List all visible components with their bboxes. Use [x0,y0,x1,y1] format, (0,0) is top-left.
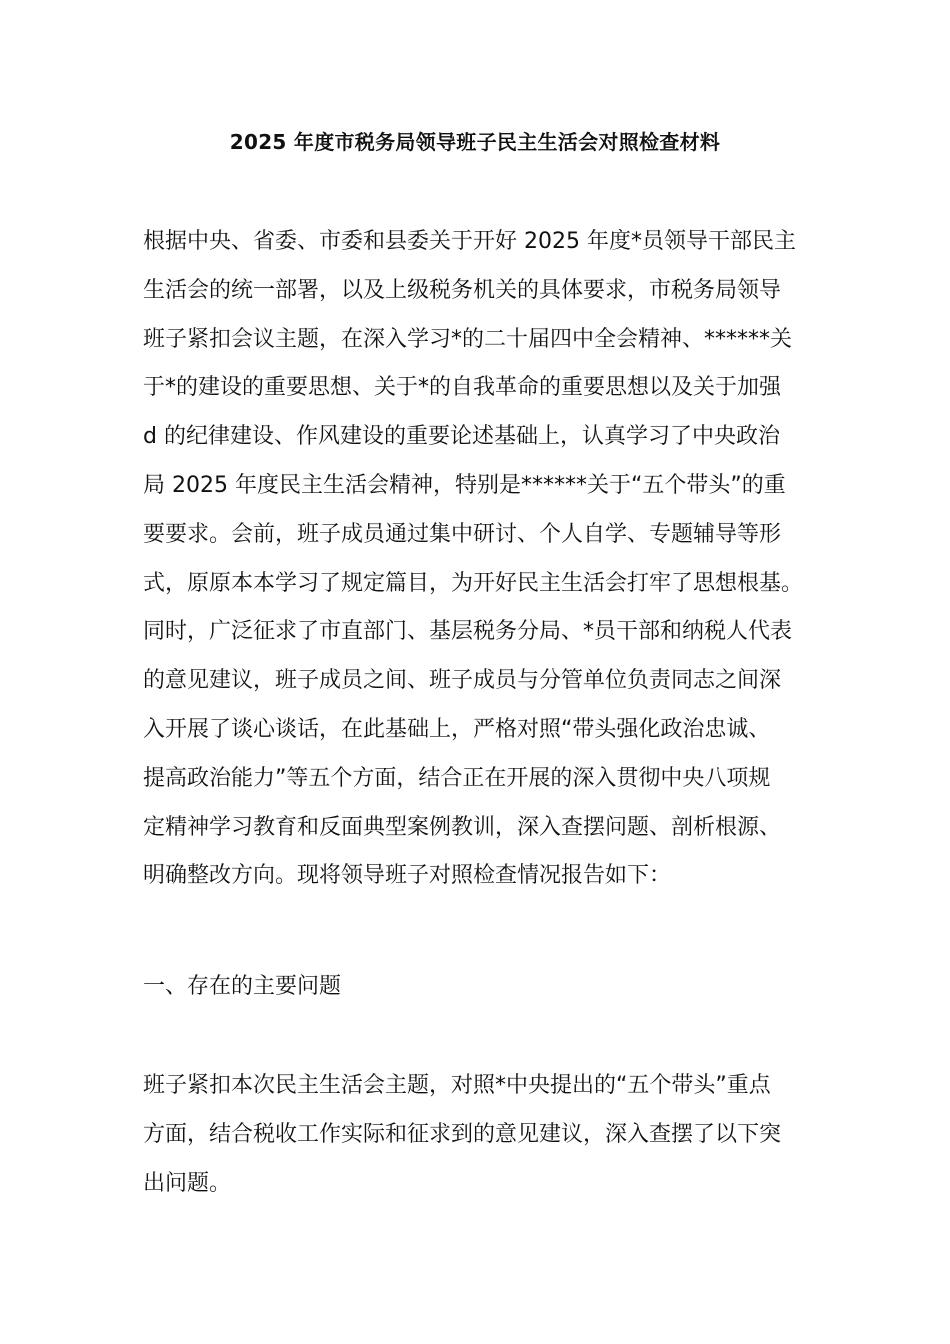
document-title: 2025 年度市税务局领导班子民主生活会对照检查材料 [229,130,721,154]
section-heading [143,963,815,1012]
section-heading-text: 一、存在的主要问题 [143,974,342,999]
intro-line: 入开展了谈心谈话，在此基础上，严格对照“带头强化政治忠诚、 [143,716,771,742]
intro-line: 根据中央、省委、市委和县委关于开好 2025 年度*员领导干部民主 [143,229,796,254]
section-line: 出问题。 [143,1170,232,1196]
intro-line: 的意见建议，班子成员之间、班子成员与分管单位负责同志之间深 [143,668,782,694]
intro-line: 同时，广泛征求了市直部门、基层税务分局、*员干部和纳税人代表 [143,619,793,645]
section-line: 方面，结合税收工作实际和征求到的意见建议，深入查摆了以下突 [143,1121,782,1147]
intro-paragraph [143,218,815,901]
intro-line: 式，原原本本学习了规定篇目，为开好民主生活会打牢了思想根基。 [143,570,804,596]
intro-line: 提高政治能力”等五个方面，结合正在开展的深入贯彻中央八项规 [143,765,771,791]
intro-line: 要要求。会前，班子成员通过集中研讨、个人自学、专题辅导等形 [143,521,782,547]
section-paragraph [143,1062,815,1208]
intro-line: 于*的建设的重要思想、关于*的自我革命的重要思想以及关于加强 [143,375,782,401]
intro-line: d 的纪律建设、作风建设的重要论述基础上，认真学习了中央政治 [143,424,780,450]
section-line: 班子紧扣本次民主生活会主题，对照*中央提出的“五个带头”重点 [143,1073,771,1098]
intro-line: 生活会的统一部署，以及上级税务机关的具体要求，市税务局领导 [143,277,782,303]
intro-line: 明确整改方向。现将领导班子对照检查情况报告如下： [143,863,672,889]
intro-line: 局 2025 年度民主生活会精神，特别是******关于“五个带头”的重 [143,472,786,498]
intro-line: 定精神学习教育和反面典型案例教训，深入查摆问题、剖析根源、 [143,814,782,840]
intro-line: 班子紧扣会议主题，在深入学习*的二十届四中全会精神、******关 [143,326,793,352]
